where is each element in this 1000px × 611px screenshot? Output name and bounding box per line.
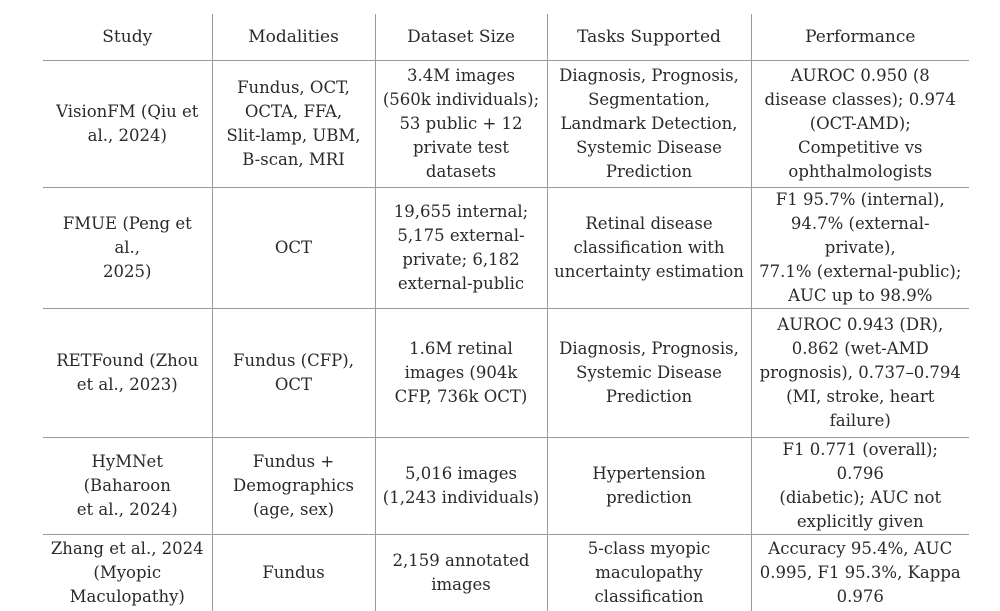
table-row bbox=[43, 61, 969, 188]
table-body bbox=[43, 61, 969, 611]
header-performance: Performance bbox=[751, 14, 969, 61]
header-tasks-supported: Tasks Supported bbox=[547, 14, 751, 61]
modalities-cell: Fundus + Demographics (age, sex) bbox=[212, 438, 375, 535]
comparison-table-container bbox=[43, 14, 969, 611]
header-row bbox=[43, 14, 969, 61]
foundation-models-table bbox=[43, 14, 969, 611]
tasks-cell: Diagnosis, Prognosis, Systemic Disease Prediction bbox=[547, 309, 751, 438]
dataset-cell: 3.4M images (560k individuals); 53 public + 12 private test datasets bbox=[375, 61, 547, 188]
performance-cell: Accuracy 95.4%, AUC 0.995, F1 95.3%, Kappa 0.976 bbox=[751, 535, 969, 611]
modalities-cell: Fundus, OCT, OCTA, FFA, Slit-lamp, UBM, B-scan, MRI bbox=[212, 61, 375, 188]
study-cell: VisionFM (Qiu et al., 2024) bbox=[43, 61, 212, 188]
tasks-cell: 5-class myopic maculopathy classification bbox=[547, 535, 751, 611]
performance-cell: F1 0.771 (overall); 0.796 (diabetic); AUC not explicitly given bbox=[751, 438, 969, 535]
header-modalities: Modalities bbox=[212, 14, 375, 61]
performance-cell: AUROC 0.943 (DR), 0.862 (wet-AMD prognosis), 0.737–0.794 (MI, stroke, heart failure) bbox=[751, 309, 969, 438]
dataset-cell: 5,016 images (1,243 individuals) bbox=[375, 438, 547, 535]
modalities-cell: Fundus bbox=[212, 535, 375, 611]
table-header bbox=[43, 14, 969, 61]
study-cell: RETFound (Zhou et al., 2023) bbox=[43, 309, 212, 438]
header-study: Study bbox=[43, 14, 212, 61]
dataset-cell: 2,159 annotated images bbox=[375, 535, 547, 611]
dataset-cell: 1.6M retinal images (904k CFP, 736k OCT) bbox=[375, 309, 547, 438]
tasks-cell: Diagnosis, Prognosis, Segmentation, Landmark Detection, Systemic Disease Prediction bbox=[547, 61, 751, 188]
table-row bbox=[43, 535, 969, 611]
tasks-cell: Hypertension prediction bbox=[547, 438, 751, 535]
tasks-cell: Retinal disease classification with uncertainty estimation bbox=[547, 188, 751, 309]
table-row bbox=[43, 188, 969, 309]
study-cell: FMUE (Peng et al., 2025) bbox=[43, 188, 212, 309]
performance-cell: AUROC 0.950 (8 disease classes); 0.974 (OCT-AMD); Competitive vs ophthalmologists bbox=[751, 61, 969, 188]
study-cell: Zhang et al., 2024 (Myopic Maculopathy) bbox=[43, 535, 212, 611]
performance-cell: F1 95.7% (internal), 94.7% (external-private), 77.1% (external-public); AUC up to 98.9% bbox=[751, 188, 969, 309]
modalities-cell: Fundus (CFP), OCT bbox=[212, 309, 375, 438]
table-row bbox=[43, 309, 969, 438]
modalities-cell: OCT bbox=[212, 188, 375, 309]
study-cell: HyMNet (Baharoon et al., 2024) bbox=[43, 438, 212, 535]
header-dataset-size: Dataset Size bbox=[375, 14, 547, 61]
table-row bbox=[43, 438, 969, 535]
dataset-cell: 19,655 internal; 5,175 external- private; 6,182 external-public bbox=[375, 188, 547, 309]
